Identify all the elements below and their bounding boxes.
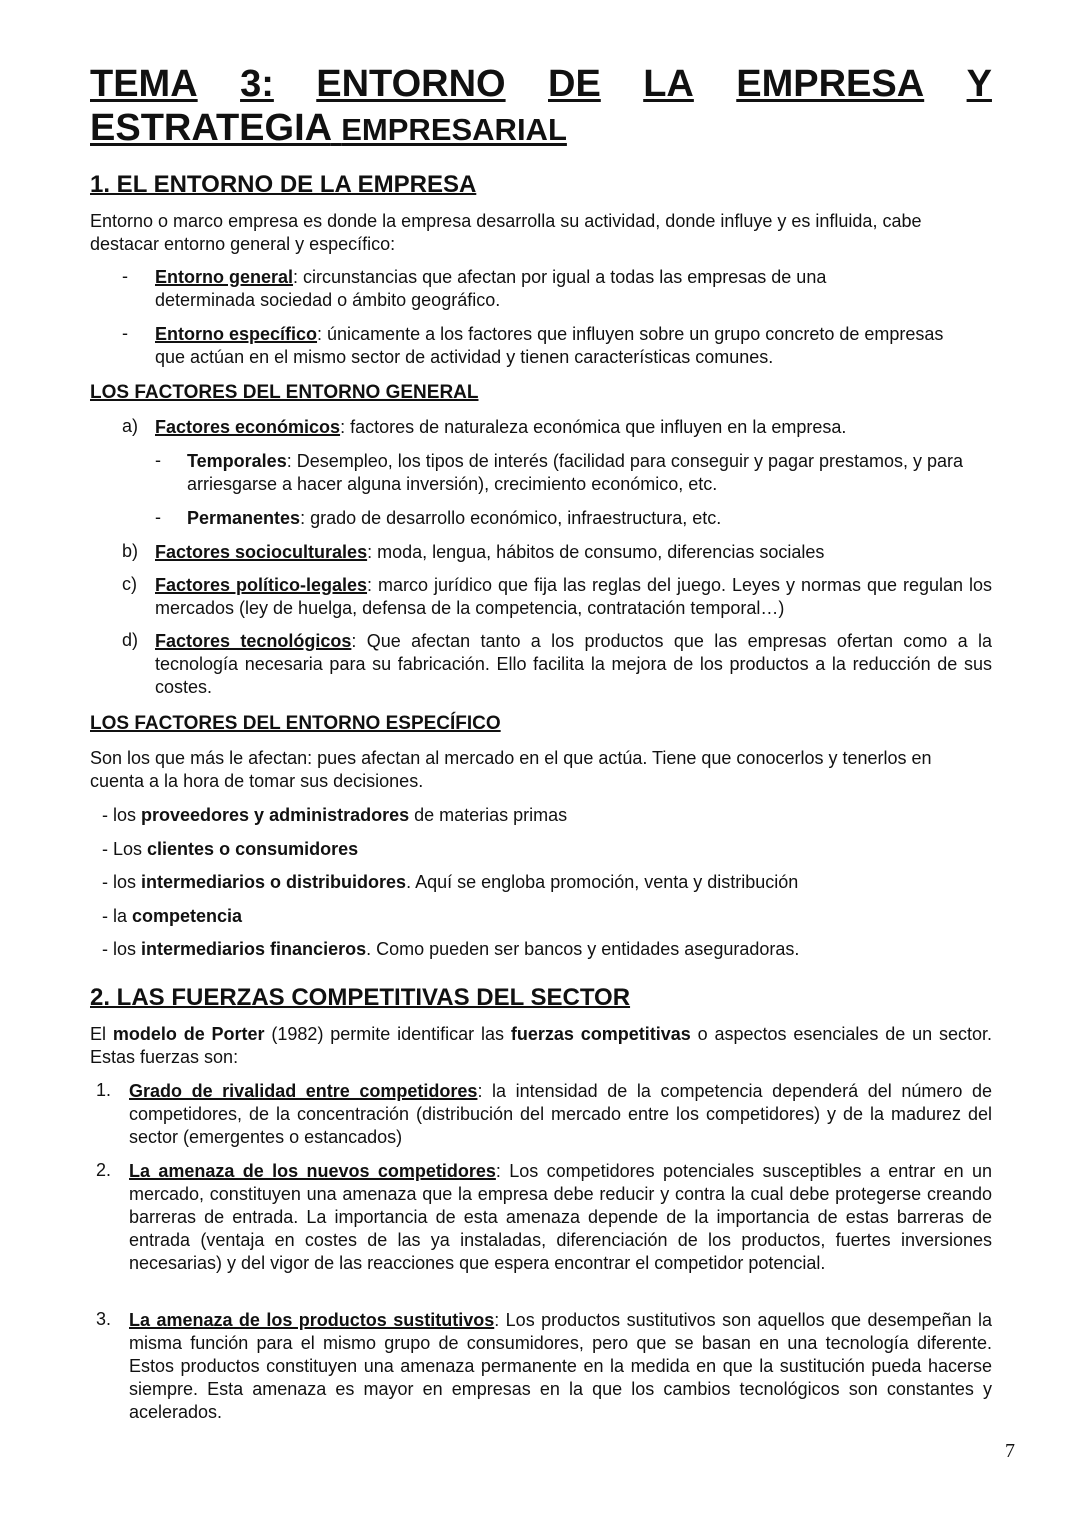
term: Entorno general [155, 267, 294, 287]
term: Grado de rivalidad entre competidores [129, 1081, 478, 1101]
text: - Los [102, 839, 148, 859]
term: Temporales [187, 451, 287, 471]
term: Factores económicos [155, 417, 341, 437]
bullet-marker: - [155, 450, 161, 470]
list-marker: 3. [96, 1309, 112, 1329]
list-marker: c) [122, 574, 137, 594]
bullet-entorno-especifico [155, 323, 955, 369]
text: (1982) permite identificar las [264, 1024, 511, 1044]
title-word: DE [548, 63, 601, 105]
term: clientes o consumidores [147, 839, 359, 859]
text: . Aquí se engloba promoción, venta y distribución [406, 872, 799, 892]
document-title-line-1 [90, 63, 992, 106]
bullet-marker: - [122, 323, 128, 343]
specific-list-item [102, 938, 799, 961]
definition: : únicamente a los factores que influyen sobre un grupo concreto de empresas que actúan en el mismo sector de actividad y tienen características comunes. [155, 324, 944, 367]
list-marker: d) [122, 630, 139, 650]
definition: : Desempleo, los tipos de interés (facilidad para conseguir y pagar prestamos, y para arriesgarse a hacer alguna inversión), crecimiento económico, etc. [187, 451, 964, 494]
definition: : Los competidores potenciales susceptibles a entrar en un mercado, constituyen una amenaza que la empresa debe reducir y contra la cual debe protegerse creando barreras de entrada. La importancia de esta amenaza depende de la importancia de estas barreras de entrada (ventaja en costes de las ya instaladas, diferenciación de los productos, fuertes inversiones necesarias) y del vigor de las reacciones que espera encontrar el competidor potencial. [129, 1161, 992, 1273]
term: La amenaza de los nuevos competidores [129, 1161, 496, 1181]
sub-temporales [187, 450, 997, 496]
definition: : la intensidad de la competencia dependerá del número de competidores, de la concentración (distribución del mercado entre los competidores) y de la madurez del sector (emergentes o estancados) [129, 1081, 993, 1147]
definition: : Los productos sustitutivos son aquellos que desempeñan la misma función para el mismo grupo de consumidores, pero que se basan en una tecnología diferente. Estos productos constituyen una amenaza permanente en la medida en que la sustitución pueda hacerse siempre. Esta amenaza es mayor en empresas en la que los cambios tecnológicos son constantes y acelerados. [129, 1310, 992, 1422]
text: - los [102, 805, 142, 825]
term: Permanentes [187, 508, 301, 528]
title-word: ESTRATEGIA [90, 107, 331, 149]
text: - los [102, 872, 142, 892]
force-nuevos-competidores [129, 1160, 992, 1275]
title-word: EMPRESA [736, 63, 925, 105]
definition: : circunstancias que afectan por igual a todas las empresas de una determinada sociedad o ámbito geográfico. [155, 267, 827, 310]
definition: : grado de desarrollo económico, infraestructura, etc. [300, 508, 722, 528]
section-1-heading: 1. EL ENTORNO DE LA EMPRESA [90, 171, 477, 198]
title-word: 3: [240, 63, 274, 105]
term: modelo de Porter [112, 1024, 265, 1044]
text: El [90, 1024, 113, 1044]
term: Factores político-legales [155, 575, 368, 595]
term: La amenaza de los productos sustitutivos [129, 1310, 495, 1330]
definition: : moda, lengua, hábitos de consumo, diferencias sociales [367, 542, 825, 562]
section-2-heading: 2. LAS FUERZAS COMPETITIVAS DEL SECTOR [90, 984, 631, 1011]
term: intermediarios financieros [141, 939, 367, 959]
bullet-marker: - [122, 266, 128, 286]
factor-socioculturales [155, 541, 992, 564]
specific-list-item [102, 905, 242, 928]
page-number: 7 [1005, 1440, 1015, 1462]
document-title-line-2 [90, 107, 992, 151]
title-word: TEMA [90, 63, 198, 105]
term: Entorno específico [155, 324, 318, 344]
list-marker: a) [122, 416, 139, 436]
term: competencia [132, 906, 243, 926]
text: . Como pueden ser bancos y entidades aseguradoras. [366, 939, 800, 959]
term: Factores tecnológicos [155, 631, 352, 651]
bullet-entorno-general [155, 266, 915, 312]
term: Factores socioculturales [155, 542, 368, 562]
specific-list-item [102, 804, 567, 827]
sub-permanentes [187, 507, 992, 530]
specific-list-item [102, 871, 798, 894]
force-productos-sustitutivos [129, 1309, 992, 1424]
general-factors-heading: LOS FACTORES DEL ENTORNO GENERAL [90, 382, 479, 403]
factor-politico-legales [155, 574, 992, 620]
bullet-marker: - [155, 507, 161, 527]
specific-list-item [102, 838, 358, 861]
list-marker: 1. [96, 1080, 112, 1100]
list-marker: b) [122, 541, 139, 561]
porter-intro [90, 1023, 992, 1069]
text: de materias primas [409, 805, 568, 825]
definition: : factores de naturaleza económica que influyen en la empresa. [340, 417, 847, 437]
title-word: ENTORNO [316, 63, 506, 105]
definition: : marco jurídico que fija las reglas del juego. Leyes y normas que regulan los mercados (ley de huelga, defensa de la competencia, contratación temporal…) [155, 575, 992, 618]
section-1-intro: Entorno o marco empresa es donde la empresa desarrolla su actividad, donde influye y es influida, cabe destacar entorno general y específico: [90, 211, 922, 254]
specific-intro: Son los que más le afectan: pues afectan al mercado en el que actúa. Tiene que conocerlos y tenerlos en cuenta a la hora de tomar sus decisiones. [90, 748, 932, 791]
term: proveedores y administradores [141, 805, 410, 825]
text: - los [102, 939, 142, 959]
factor-tecnologicos [155, 630, 992, 699]
term: fuerzas competitivas [510, 1024, 691, 1044]
text: o aspectos esenciales de un sector. Estas fuerzas son: [90, 1024, 992, 1067]
title-word: LA [643, 63, 694, 105]
text: - la [102, 906, 133, 926]
definition: : Que afectan tanto a los productos que las empresas ofertan como a la tecnología necesaria para su fabricación. Ello facilita la mejora de los productos a la reducción de sus costes. [155, 631, 992, 697]
force-rivalidad [129, 1080, 992, 1149]
title-word: Y [966, 63, 992, 105]
term: intermediarios o distribuidores [141, 872, 407, 892]
specific-factors-heading: LOS FACTORES DEL ENTORNO ESPECÍFICO [90, 713, 501, 734]
list-marker: 2. [96, 1160, 112, 1180]
factor-economicos [155, 416, 992, 439]
title-word: EMPRESARIAL [341, 112, 567, 147]
